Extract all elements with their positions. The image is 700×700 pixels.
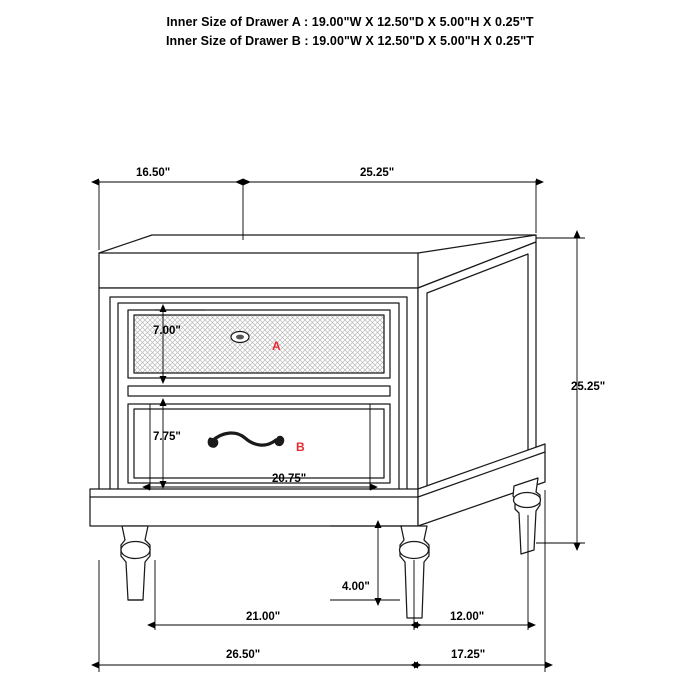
dim-drawer-b-height: 7.75" [153, 431, 181, 443]
drawer-a-label: A [272, 339, 281, 353]
dim-overall-width: 26.50" [226, 649, 261, 661]
dim-top-left: 16.50" [136, 167, 171, 179]
header-line-1: Inner Size of Drawer A : 19.00"W X 12.50"D X 5.00"H X 0.25"T [166, 15, 534, 29]
dim-front-width: 21.00" [246, 611, 281, 623]
dim-side-depth: 12.00" [450, 611, 485, 623]
dim-overall-depth: 17.25" [451, 649, 486, 661]
dim-right-height: 25.25" [571, 381, 606, 393]
dim-drawer-b-width: 20.75" [272, 473, 307, 485]
drawer-b-label: B [296, 440, 305, 454]
dim-leg-height: 4.00" [342, 581, 370, 593]
header-line-2: Inner Size of Drawer B : 19.00"W X 12.50"D X 5.00"H X 0.25"T [165, 34, 535, 48]
dim-top-right: 25.25" [360, 167, 395, 179]
dim-drawer-a-height: 7.00" [153, 325, 181, 337]
